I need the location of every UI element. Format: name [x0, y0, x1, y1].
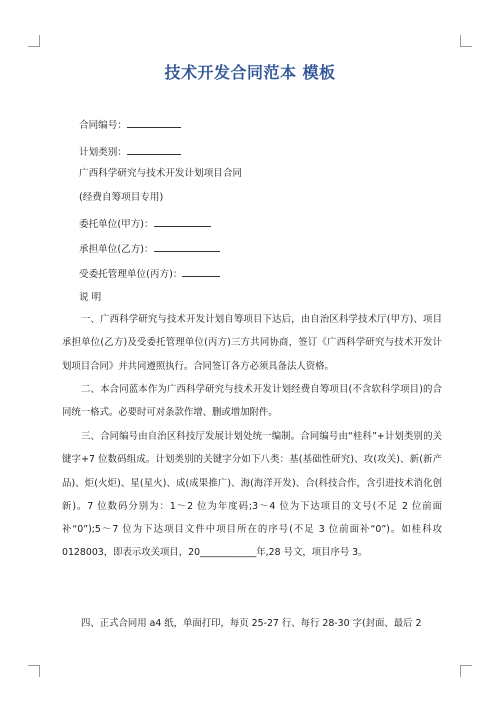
party-a-label: 委托单位(甲方)： — [79, 219, 154, 230]
section-heading: 说 明 — [79, 292, 102, 303]
contract-number-field — [79, 117, 181, 132]
plan-category-field — [79, 144, 181, 159]
contract-number-label: 合同编号： — [79, 120, 127, 131]
contract-type: (经费自筹项目专用) — [79, 192, 164, 203]
paragraph-2: 二、本合同蓝本作为广西科学研究与技术开发计划经费自筹项目(不含软科学项目)的合同统一格式。必要时可对条款作增、删或增加附件。 — [62, 384, 442, 419]
party-b-label: 承担单位(乙方)： — [79, 244, 154, 255]
party-b-blank — [154, 241, 220, 252]
party-a-field — [79, 216, 211, 231]
party-c-blank — [182, 266, 220, 277]
party-c-field — [79, 266, 220, 281]
paragraph-3: 三、合同编号由自治区科技厅发展计划处统一编制。合同编号由“桂科”+计划类别的关键字+7 位数码组成。计划类别的关键字分如下八类：基(基础性研究)、攻(攻关)、新(新产品)、炬(火炬)、星(星火)、成(成果推广)、海(海洋开发)、合(科技合作，含引进技术消化创新)。7 位数码分别为：1～2 位为年度码;3～4 位为下达项目的文号(不足 2 位前面补“0”);5～7 位为下达项目文件中项目所在的序号(不足 3 位前面补“0”)。如桂科攻 0128003，即表示攻关项目，20____________年,28 号文，项目序号 3。 — [62, 431, 442, 559]
crop-mark-bottom-left — [28, 665, 40, 677]
document-title: 技术开发合同范本 模板 — [164, 63, 336, 82]
party-b-field — [79, 241, 220, 256]
plan-category-label: 计划类别： — [79, 147, 127, 158]
party-a-blank — [154, 216, 211, 227]
paragraph-4: 四、正式合同用 a4 纸，单面打印，每页 25-27 行、每行 28-30 字(封面、最后 2 — [81, 618, 422, 629]
crop-mark-top-right — [460, 35, 472, 47]
contract-name: 广西科学研究与技术开发计划项目合同 — [79, 168, 243, 179]
plan-category-blank — [127, 144, 181, 155]
contract-number-blank — [127, 117, 181, 128]
party-c-label: 受委托管理单位(丙方)： — [79, 269, 183, 280]
crop-mark-bottom-right — [460, 665, 472, 677]
paragraph-1: 一、广西科学研究与技术开发计划自筹项目下达后，由自治区科学技术厅(甲方)、项目承担单位(乙方)及受委托管理单位(丙方)三方共同协商，签订《广西科学研究与技术开发计划项目合同》并共同遵照执行。合同签订各方必须具备法人资格。 — [62, 314, 442, 372]
crop-mark-top-left — [28, 35, 40, 47]
